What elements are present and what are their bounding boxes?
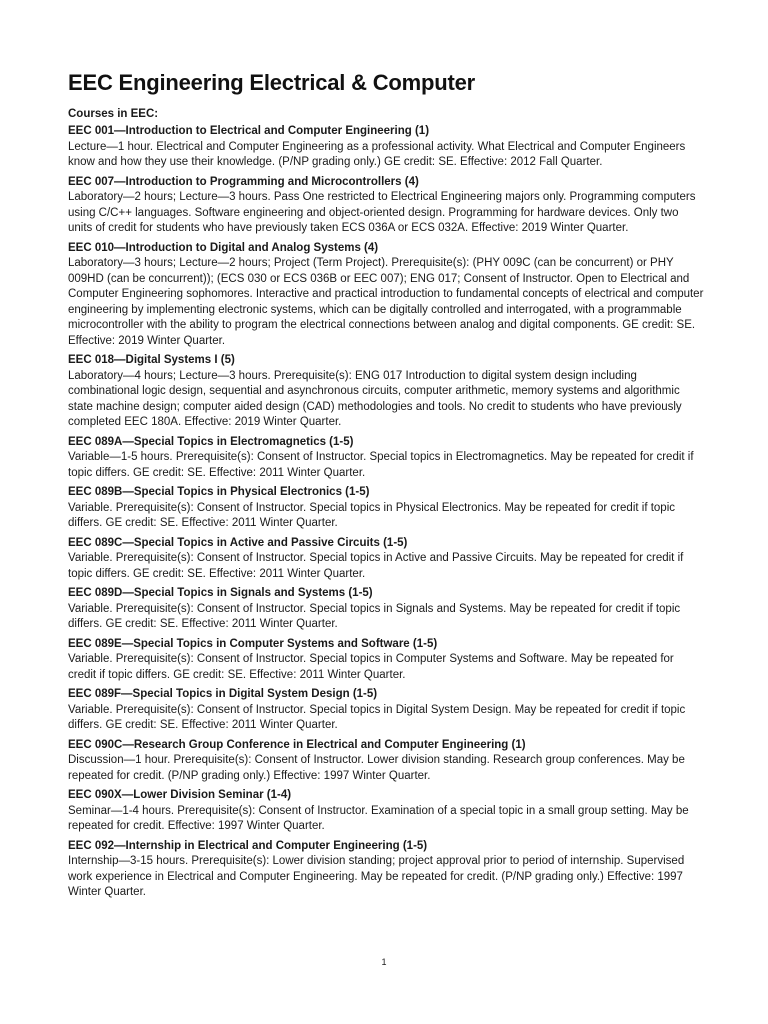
course-description: Discussion—1 hour. Prerequisite(s): Consent of Instructor. Lower division standing. Research group conferences. May be repeated for credit. (P/NP grading only.) Effective: 1997 Winter Quarter.	[68, 754, 685, 782]
course-description: Variable—1-5 hours. Prerequisite(s): Consent of Instructor. Special topics in Electromagnetics. May be repeated for credit if topic differs. GE credit: SE. Effective: 2011 Winter Quarter.	[68, 451, 694, 479]
document-page	[68, 70, 704, 901]
course-heading: EEC 010—Introduction to Digital and Analog Systems (4)	[68, 241, 379, 254]
course-description: Lecture—1 hour. Electrical and Computer Engineering as a professional activity. What Electrical and Computer Engineers know and how they use their knowledge. (P/NP grading only.) GE credit: SE. Effective: 2012 Fall Quarter.	[68, 140, 686, 168]
page-number: 1	[381, 957, 387, 967]
course-description: Seminar—1-4 hours. Prerequisite(s): Consent of Instructor. Examination of a special topic in a small group setting. May be repeated for credit. Effective: 1997 Winter Quarter.	[68, 804, 689, 832]
course-entry	[68, 637, 704, 684]
course-description: Laboratory—2 hours; Lecture—3 hours. Pass One restricted to Electrical Engineering majors only. Programming computers using C/C++ languages. Software engineering and object-oriented design. Programming for hardware devices. Only two units of credit for students who have previously taken ECS 036A or ECS 032A. Effective: 2019 Winter Quarter.	[68, 191, 696, 234]
course-entry	[68, 485, 704, 532]
course-description: Variable. Prerequisite(s): Consent of Instructor. Special topics in Physical Electronics. May be repeated for credit if topic differs. GE credit: SE. Effective: 2011 Winter Quarter.	[68, 501, 676, 529]
course-heading: EEC 018—Digital Systems I (5)	[68, 354, 235, 366]
course-description: Laboratory—4 hours; Lecture—3 hours. Prerequisite(s): ENG 017 Introduction to digital system design including combinational logic design, sequential and asynchronous circuits, computer arithmetic, memory systems and algorithmic state machine design; computer aided design (CAD) methodologies and tools. No credit to students who have previously completed EEC 180A. Effective: 2019 Winter Quarter.	[68, 369, 682, 428]
course-heading: EEC 090C—Research Group Conference in Electrical and Computer Engineering (1)	[68, 738, 526, 751]
course-entry	[68, 536, 704, 583]
course-entry	[68, 738, 704, 785]
course-description: Variable. Prerequisite(s): Consent of Instructor. Special topics in Digital System Design. May be repeated for credit if topic differs. GE credit: SE. Effective: 2011 Winter Quarter.	[68, 703, 686, 731]
course-entry	[68, 124, 704, 171]
course-heading: EEC 089B—Special Topics in Physical Electronics (1-5)	[68, 486, 370, 498]
course-entry	[68, 353, 704, 431]
page-title: EEC Engineering Electrical & Computer	[68, 70, 476, 95]
course-entry	[68, 839, 704, 901]
course-entry	[68, 175, 704, 237]
course-entry	[68, 435, 704, 482]
course-description: Variable. Prerequisite(s): Consent of Instructor. Special topics in Active and Passive Circuits. May be repeated for credit if topic differs. GE credit: SE. Effective: 2011 Winter Quarter.	[68, 552, 684, 580]
course-entry	[68, 586, 704, 633]
course-entry	[68, 241, 704, 350]
course-heading: EEC 089F—Special Topics in Digital System Design (1-5)	[68, 688, 378, 700]
course-heading: EEC 007—Introduction to Programming and Microcontrollers (4)	[68, 175, 419, 188]
course-description: Variable. Prerequisite(s): Consent of Instructor. Special topics in Computer Systems and Software. May be repeated for credit if topic differs. GE credit: SE. Effective: 2011 Winter Quarter.	[68, 653, 674, 681]
course-heading: EEC 089C—Special Topics in Active and Passive Circuits (1-5)	[68, 536, 408, 549]
course-entry	[68, 687, 704, 734]
course-entry	[68, 788, 704, 835]
courses-subheading: Courses in EEC:	[68, 108, 159, 120]
course-heading: EEC 090X—Lower Division Seminar (1-4)	[68, 789, 292, 801]
course-description: Laboratory—3 hours; Lecture—2 hours; Project (Term Project). Prerequisite(s): (PHY 009C (can be concurrent) or PHY 009HD (can be concurrent)); (ECS 030 or ECS 036B or EEC 007); ENG 017; Consent of Instructor. Open to Electrical and Computer Engineering sophomores. Interactive and practical introduction to fundamental concepts of electrical and computer engineering by implementing electronic systems, which can be digitally controlled and interrogated, with a programmable microcontroller with the ability to program the electrical connections between analog and digital components. GE credit: SE. Effective: 2019 Winter Quarter.	[68, 257, 704, 347]
course-heading: EEC 092—Internship in Electrical and Computer Engineering (1-5)	[68, 839, 428, 852]
course-heading: EEC 089A—Special Topics in Electromagnetics (1-5)	[68, 435, 354, 448]
course-heading: EEC 089E—Special Topics in Computer Systems and Software (1-5)	[68, 637, 438, 650]
course-description: Internship—3-15 hours. Prerequisite(s): Lower division standing; project approval prior to period of internship. Supervised work experience in Electrical and Computer Engineering. May be repeated for credit. (P/NP grading only.) Effective: 1997 Winter Quarter.	[68, 855, 685, 898]
course-description: Variable. Prerequisite(s): Consent of Instructor. Special topics in Signals and Systems. May be repeated for credit if topic differs. GE credit: SE. Effective: 2011 Winter Quarter.	[68, 602, 681, 630]
course-heading: EEC 089D—Special Topics in Signals and Systems (1-5)	[68, 587, 373, 599]
course-heading: EEC 001—Introduction to Electrical and Computer Engineering (1)	[68, 125, 430, 137]
